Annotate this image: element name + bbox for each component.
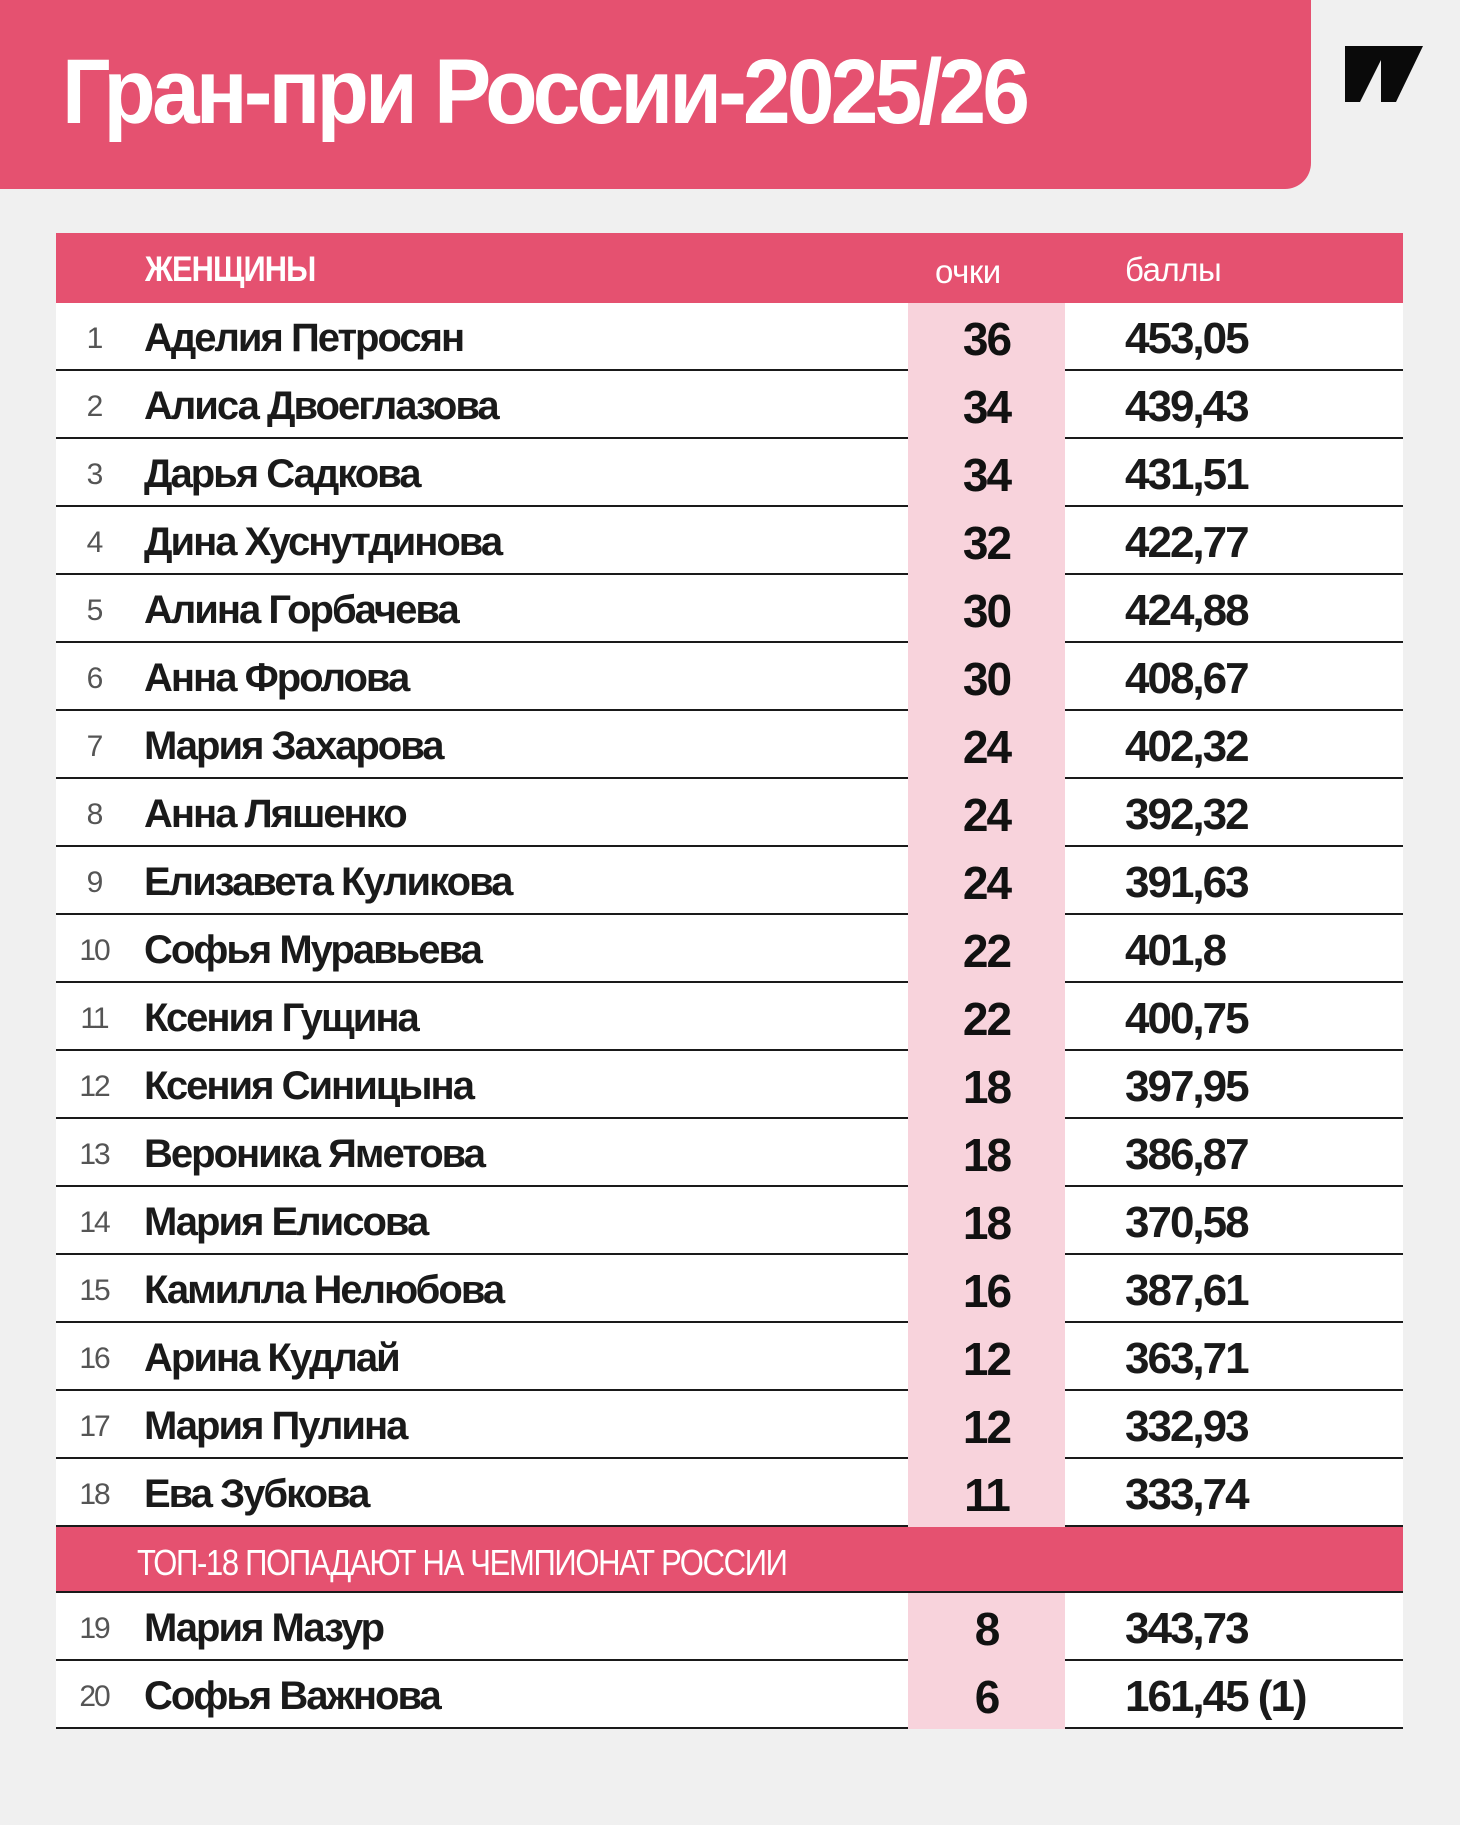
athlete-name: Софья Важнова bbox=[144, 1674, 440, 1718]
table-row bbox=[56, 439, 1403, 507]
points-value: 12 bbox=[962, 1401, 1011, 1453]
table-row bbox=[56, 711, 1403, 779]
points-value: 36 bbox=[962, 313, 1011, 365]
table-row bbox=[56, 1119, 1403, 1187]
points-value: 18 bbox=[962, 1061, 1011, 1113]
table-row bbox=[56, 1593, 1403, 1661]
cutoff-note: ТОП-18 ПОПАДАЮТ НА ЧЕМПИОНАТ РОССИИ bbox=[137, 1542, 787, 1583]
points-value: 34 bbox=[962, 449, 1011, 501]
non-qualified-rows bbox=[56, 1593, 1403, 1729]
table-row bbox=[56, 575, 1403, 643]
athlete-name: Мария Елисова bbox=[144, 1200, 428, 1244]
rank-number: 19 bbox=[79, 1612, 109, 1645]
athlete-name: Аделия Петросян bbox=[144, 316, 464, 360]
table-header bbox=[56, 233, 1403, 303]
table-row bbox=[56, 1661, 1403, 1729]
table-row bbox=[56, 1051, 1403, 1119]
rank-number: 20 bbox=[79, 1680, 109, 1713]
athlete-name: Дарья Садкова bbox=[144, 452, 420, 496]
rank-number: 2 bbox=[86, 390, 102, 423]
standings-table bbox=[56, 233, 1403, 1729]
scores-value: 333,74 bbox=[1125, 1470, 1248, 1519]
rank-number: 6 bbox=[86, 662, 102, 695]
scores-value: 397,95 bbox=[1125, 1062, 1248, 1111]
rank-number: 18 bbox=[79, 1478, 109, 1511]
scores-value: 363,71 bbox=[1125, 1334, 1248, 1383]
athlete-name: Мария Пулина bbox=[144, 1404, 407, 1448]
points-value: 30 bbox=[962, 653, 1011, 705]
scores-value: 392,32 bbox=[1125, 790, 1248, 839]
athlete-name: Елизавета Куликова bbox=[144, 860, 512, 904]
qualified-rows bbox=[56, 303, 1403, 1527]
column-header-points: очки bbox=[935, 253, 1001, 290]
athlete-name: Дина Хуснутдинова bbox=[144, 520, 502, 564]
column-header-scores: баллы bbox=[1125, 251, 1222, 288]
scores-value: 370,58 bbox=[1125, 1198, 1248, 1247]
points-value: 24 bbox=[962, 857, 1011, 909]
page-title: Гран-при России-2025/26 bbox=[62, 41, 1027, 143]
points-value: 24 bbox=[962, 721, 1011, 773]
table-row bbox=[56, 303, 1403, 371]
table-row bbox=[56, 371, 1403, 439]
table-row bbox=[56, 507, 1403, 575]
scores-value: 408,67 bbox=[1125, 654, 1248, 703]
scores-value: 332,93 bbox=[1125, 1402, 1248, 1451]
table-row bbox=[56, 1255, 1403, 1323]
athlete-name: Мария Мазур bbox=[144, 1606, 384, 1650]
points-value: 12 bbox=[962, 1333, 1011, 1385]
rank-number: 14 bbox=[79, 1206, 109, 1239]
points-value: 11 bbox=[964, 1469, 1009, 1521]
athlete-name: Арина Кудлай bbox=[144, 1336, 399, 1380]
scores-value: 439,43 bbox=[1125, 382, 1248, 431]
points-value: 16 bbox=[962, 1265, 1011, 1317]
table-row bbox=[56, 1459, 1403, 1527]
rank-number: 3 bbox=[86, 458, 102, 491]
scores-value: 431,51 bbox=[1125, 450, 1248, 499]
scores-value: 453,05 bbox=[1125, 314, 1248, 363]
athlete-name: Алиса Двоеглазова bbox=[144, 384, 498, 428]
athlete-name: Анна Фролова bbox=[144, 656, 409, 700]
scores-value: 387,61 bbox=[1125, 1266, 1248, 1315]
points-value: 18 bbox=[962, 1129, 1011, 1181]
column-header-category: ЖЕНЩИНЫ bbox=[145, 250, 316, 289]
athlete-name: Ксения Синицына bbox=[144, 1064, 473, 1108]
brand-logo-icon bbox=[1345, 46, 1423, 102]
points-value: 8 bbox=[974, 1603, 999, 1655]
rank-number: 1 bbox=[86, 322, 102, 355]
rank-number: 8 bbox=[86, 798, 102, 831]
athlete-name: Ксения Гущина bbox=[144, 996, 418, 1040]
rank-number: 9 bbox=[86, 866, 102, 899]
rank-number: 15 bbox=[79, 1274, 109, 1307]
rank-number: 12 bbox=[79, 1070, 109, 1103]
rank-number: 5 bbox=[86, 594, 102, 627]
points-value: 22 bbox=[962, 993, 1011, 1045]
scores-value: 391,63 bbox=[1125, 858, 1248, 907]
table-row bbox=[56, 983, 1403, 1051]
points-value: 30 bbox=[962, 585, 1011, 637]
scores-value: 402,32 bbox=[1125, 722, 1248, 771]
rank-number: 13 bbox=[79, 1138, 109, 1171]
rank-number: 4 bbox=[86, 526, 102, 559]
athlete-name: Софья Муравьева bbox=[144, 928, 481, 972]
table-row bbox=[56, 1323, 1403, 1391]
table-row bbox=[56, 779, 1403, 847]
athlete-name: Алина Горбачева bbox=[144, 588, 458, 632]
scores-value: 161,45 (1) bbox=[1125, 1672, 1306, 1721]
scores-value: 400,75 bbox=[1125, 994, 1248, 1043]
rank-number: 11 bbox=[80, 1002, 108, 1035]
points-value: 22 bbox=[962, 925, 1011, 977]
table-row bbox=[56, 915, 1403, 983]
rank-number: 10 bbox=[79, 934, 109, 967]
table-row bbox=[56, 1187, 1403, 1255]
scores-value: 343,73 bbox=[1125, 1604, 1248, 1653]
athlete-name: Вероника Яметова bbox=[144, 1132, 484, 1176]
scores-value: 401,8 bbox=[1125, 926, 1226, 975]
athlete-name: Мария Захарова bbox=[144, 724, 443, 768]
points-value: 18 bbox=[962, 1197, 1011, 1249]
table-row bbox=[56, 847, 1403, 915]
scores-value: 386,87 bbox=[1125, 1130, 1248, 1179]
points-value: 34 bbox=[962, 381, 1011, 433]
athlete-name: Ева Зубкова bbox=[144, 1472, 369, 1516]
scores-value: 424,88 bbox=[1125, 586, 1248, 635]
points-value: 6 bbox=[974, 1671, 999, 1723]
title-banner bbox=[0, 0, 1311, 189]
points-value: 24 bbox=[962, 789, 1011, 841]
rank-number: 7 bbox=[86, 730, 102, 763]
points-value: 32 bbox=[962, 517, 1011, 569]
athlete-name: Анна Ляшенко bbox=[144, 792, 406, 836]
table-row bbox=[56, 1391, 1403, 1459]
table-row bbox=[56, 643, 1403, 711]
scores-value: 422,77 bbox=[1125, 518, 1248, 567]
cutoff-banner bbox=[56, 1527, 1403, 1593]
rank-number: 17 bbox=[79, 1410, 109, 1443]
rank-number: 16 bbox=[79, 1342, 109, 1375]
athlete-name: Камилла Нелюбова bbox=[144, 1268, 504, 1312]
